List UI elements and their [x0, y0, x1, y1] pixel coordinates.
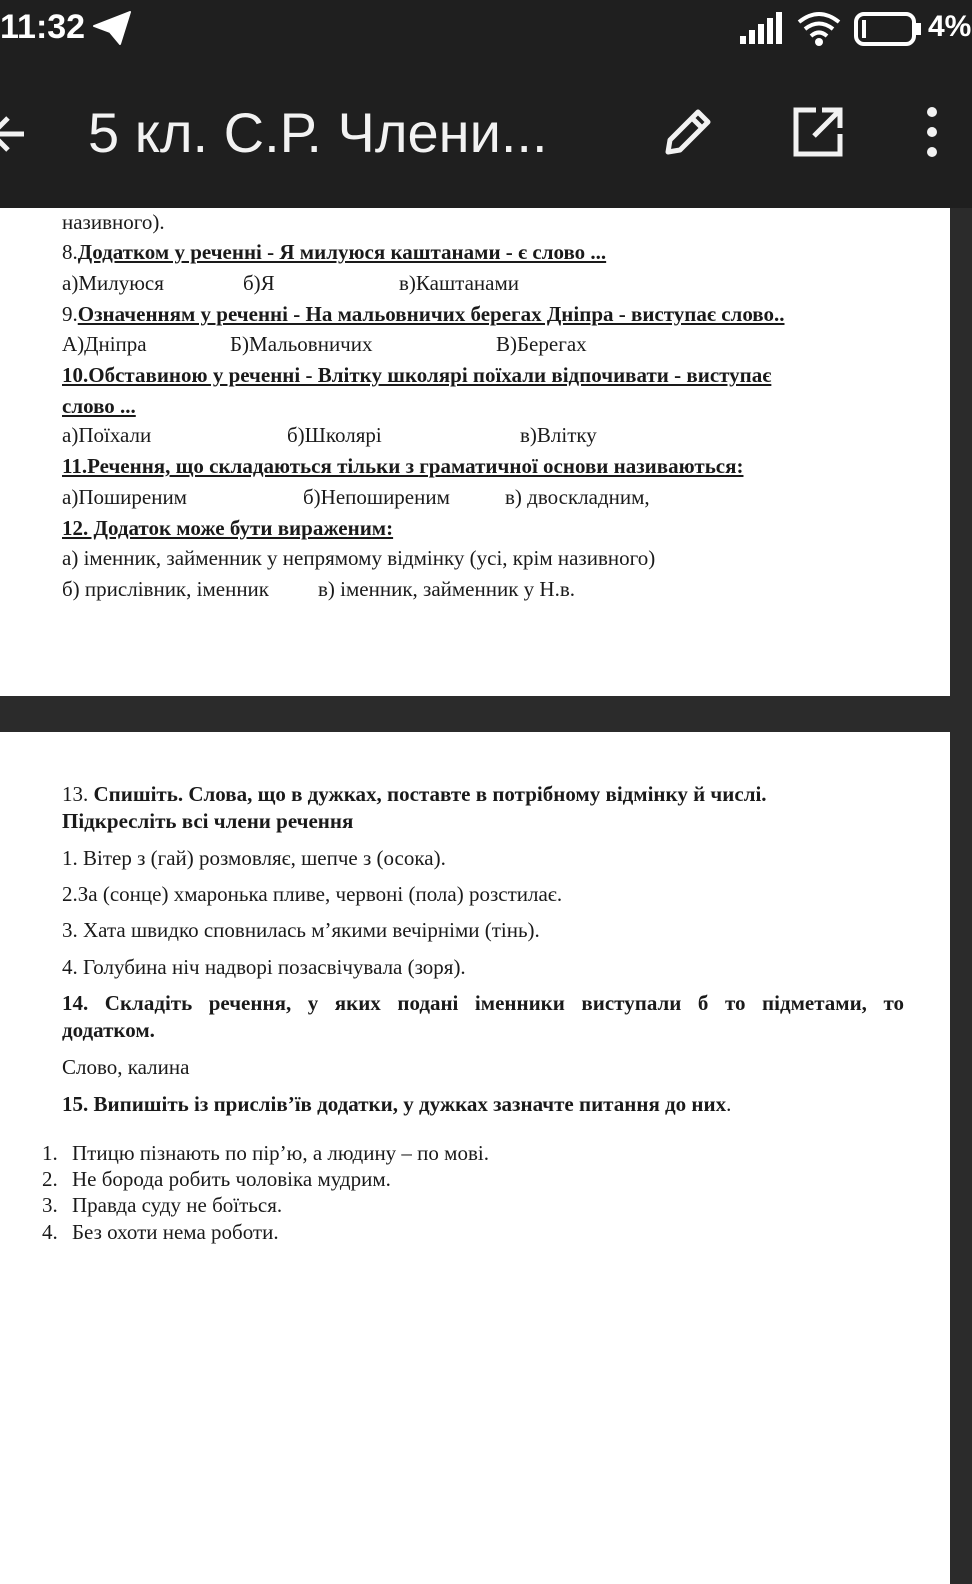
question-13-line-2: Підкресліть всі члени речення	[62, 809, 354, 833]
q9-option-b: Б)Мальовничих	[230, 332, 373, 356]
q15-proverb-4: Без охоти нема роботи.	[72, 1220, 279, 1244]
q8-option-b: б)Я	[243, 271, 275, 295]
question-14-line-1: 14. Складіть речення, у яких подані іменники виступали б то підметами, то	[62, 991, 904, 1015]
back-arrow-icon[interactable]	[0, 112, 30, 161]
battery-percent: 4%	[928, 10, 972, 43]
q8-option-a: а)Милуюся	[62, 271, 164, 295]
q12-option-b: б) прислівник, іменник	[62, 577, 269, 601]
q8-option-c: в)Каштанами	[399, 271, 519, 295]
q13-sentence-4: 4. Голубина ніч надворі позасвічувала (зоря).	[62, 955, 466, 979]
q12-option-a: а) іменник, займенник у непрямому відмінку (усі, крім називного)	[62, 546, 656, 570]
question-13	[62, 782, 767, 807]
q9-option-c: В)Берегах	[496, 332, 587, 356]
q15-item-1-number: 1.	[42, 1141, 58, 1165]
question-15-dot: .	[726, 1092, 732, 1116]
app-bar	[0, 60, 972, 208]
document-title: 5 кл. С.Р. Члени...	[88, 101, 548, 164]
question-9-number: 9.	[62, 302, 78, 326]
question-10-line-1: 10.Обставиною у реченні - Влітку школярі поїхали відпочивати - виступає	[62, 363, 772, 387]
question-14-line-2: додатком.	[62, 1018, 155, 1042]
open-external-icon[interactable]	[790, 104, 846, 165]
question-9-text: Означенням у реченні - На мальовничих берегах Дніпра - виступає слово..	[77, 302, 785, 326]
signal-icon	[740, 12, 782, 49]
question-9	[62, 302, 785, 327]
q11-option-a: а)Поширеним	[62, 485, 187, 509]
battery-icon	[854, 12, 922, 51]
q13-sentence-1: 1. Вітер з (гай) розмовляє, шепче з (осока).	[62, 846, 446, 870]
status-time: 11:32	[0, 8, 86, 46]
question-13-text: Спишіть. Слова, що в дужках, поставте в потрібному відмінку й числі.	[93, 782, 767, 806]
telegram-icon	[92, 10, 132, 51]
edit-pencil-icon[interactable]	[660, 104, 716, 165]
q11-option-b: б)Непоширеним	[303, 485, 450, 509]
q11-option-c: в) двоскладним,	[505, 485, 650, 509]
question-12: 12. Додаток може бути вираженим:	[62, 516, 394, 540]
intro-tail: називного).	[62, 210, 165, 234]
question-13-number: 13.	[62, 782, 94, 806]
q10-option-a: а)Поїхали	[62, 423, 152, 447]
q10-option-c: в)Влітку	[520, 423, 597, 447]
document-page-1	[0, 208, 950, 696]
question-15-text: 15. Випишіть із прислів’їв додатки, у дужках зазначте питання до них	[62, 1092, 727, 1116]
question-8	[62, 240, 606, 265]
question-15	[62, 1092, 731, 1117]
question-11: 11.Речення, що складаються тільки з граматичної основи називаються:	[62, 454, 744, 478]
q15-item-3-number: 3.	[42, 1193, 58, 1217]
q15-proverb-2: Не борода робить чоловіка мудрим.	[72, 1167, 391, 1191]
q15-item-4-number: 4.	[42, 1220, 58, 1244]
q10-option-b: б)Школярі	[287, 423, 382, 447]
wifi-icon	[796, 10, 842, 53]
q12-option-c: в) іменник, займенник у Н.в.	[318, 577, 575, 601]
q15-proverb-1: Птицю пізнають по пір’ю, а людину – по мові.	[72, 1141, 489, 1165]
question-10-line-2: слово ...	[62, 394, 136, 418]
question-8-text: Додатком у реченні - Я милуюся каштанами - є слово ...	[77, 240, 607, 264]
q15-item-2-number: 2.	[42, 1167, 58, 1191]
q13-sentence-2: 2.За (сонце) хмаронька пливе, червоні (пола) розстилає.	[62, 882, 563, 906]
q14-words: Слово, калина	[62, 1055, 190, 1079]
status-bar	[0, 0, 972, 60]
more-menu-icon[interactable]	[920, 104, 944, 165]
q13-sentence-3: 3. Хата швидко сповнилась м’якими вечірніми (тінь).	[62, 918, 540, 942]
q15-proverb-3: Правда суду не боїться.	[72, 1193, 283, 1217]
q9-option-a: А)Дніпра	[62, 332, 147, 356]
document-page-2	[0, 732, 950, 1584]
question-8-number: 8.	[62, 240, 78, 264]
